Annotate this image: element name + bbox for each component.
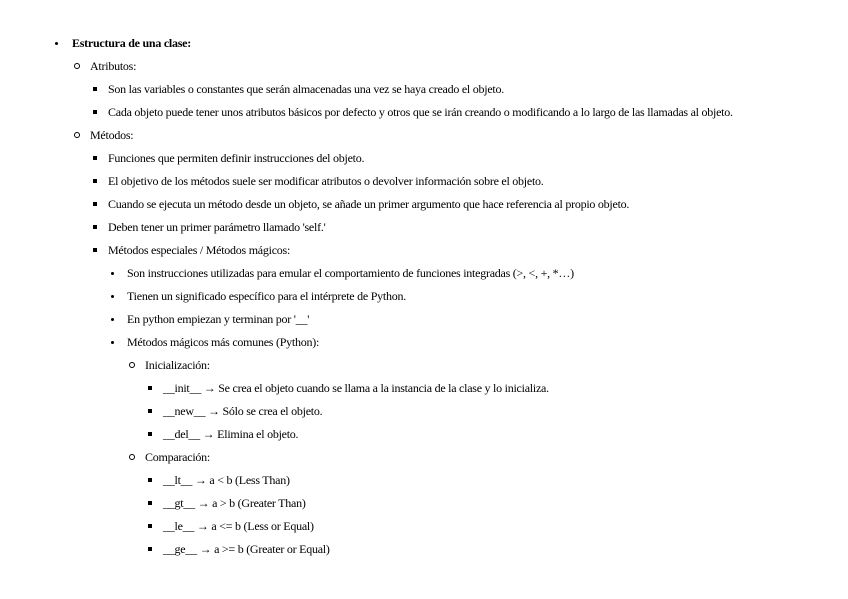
comparacion-label: Comparación: xyxy=(145,450,210,464)
list-item-text: Funciones que permiten definir instrucciones del objeto. xyxy=(108,151,365,165)
list-item-text: Tienen un significado específico para el intérprete de Python. xyxy=(127,289,406,303)
list-item-text: Métodos mágicos más comunes (Python): xyxy=(127,335,320,349)
list-item-text: Cada objeto puede tener unos atributos básicos por defecto y otros que se irán creando o modificando a lo largo de las llamadas al objeto. xyxy=(108,105,733,119)
list-item-text: __init__ → Se crea el objeto cuando se llama a la instancia de la clase y lo inicializa. xyxy=(163,381,549,395)
list-item-text: __del__ → Elimina el objeto. xyxy=(163,427,299,441)
inicializacion-label: Inicialización: xyxy=(145,358,210,372)
especiales-label: Métodos especiales / Métodos mágicos: xyxy=(108,243,291,257)
list-item-text: __le__ → a <= b (Less or Equal) xyxy=(163,519,314,533)
list-item-text: En python empiezan y terminan por '__' xyxy=(127,312,310,326)
list-item-text: Deben tener un primer parámetro llamado 'self.' xyxy=(108,220,326,234)
list-item-text: __new__ → Sólo se crea el objeto. xyxy=(163,404,323,418)
list-item-text: __ge__ → a >= b (Greater or Equal) xyxy=(163,542,330,556)
list-item-text: El objetivo de los métodos suele ser modificar atributos o devolver información sobre el objeto. xyxy=(108,174,544,188)
list-item-text: __gt__ → a > b (Greater Than) xyxy=(163,496,306,510)
list-item-text: Son instrucciones utilizadas para emular el comportamiento de funciones integradas (>, <, +, *…) xyxy=(127,266,574,280)
atributos-label: Atributos: xyxy=(90,59,137,73)
list-item-text: __lt__ → a < b (Less Than) xyxy=(163,473,290,487)
list-item-text: Cuando se ejecuta un método desde un objeto, se añade un primer argumento que hace referencia al propio objeto. xyxy=(108,197,630,211)
section-heading: Estructura de una clase: xyxy=(72,36,191,50)
list-item-text: Son las variables o constantes que serán almacenadas una vez se haya creado el objeto. xyxy=(108,82,504,96)
metodos-label: Métodos: xyxy=(90,128,134,142)
